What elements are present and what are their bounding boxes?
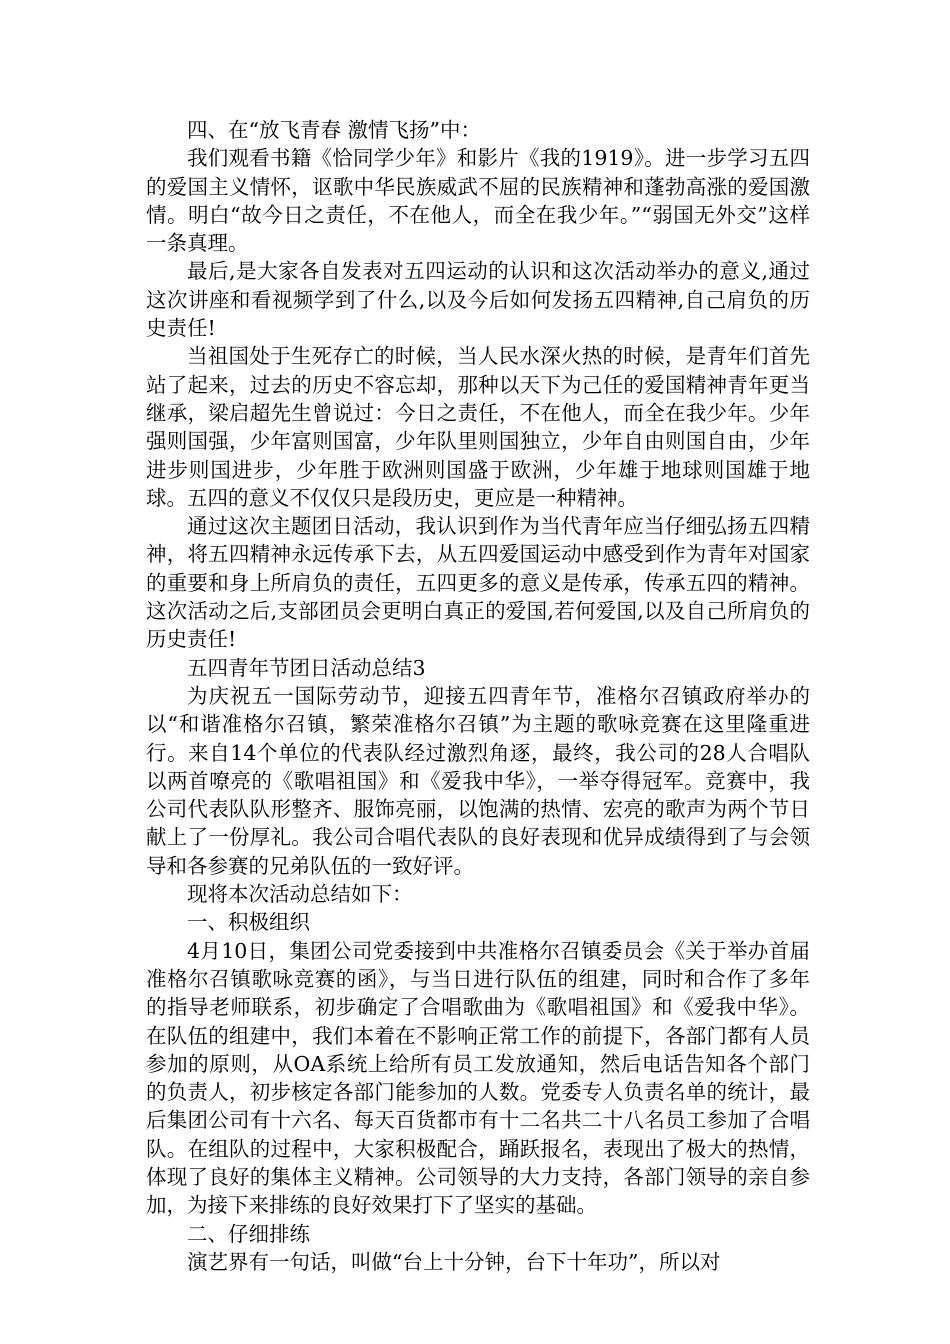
paragraph-team-formation: 4月10日，集团公司党委接到中共准格尔召镇委员会《关于举办首届准格尔召镇歌咏竞赛的函》，与当日进行队伍的组建，同时和合作了多年的指导老师联系，初步确定了合唱歌曲为《歌唱祖国》和《爱我中华》。在队伍的组建中，我们本着在不影响正常工作的前提下，各部门都有人员参加的原则，从OA系统上给所有员工发放通知，然后电话告知各个部门的负责人，初步核定各部门能参加的人数。党委专人负责名单的统计，最后集团公司有十六名、每天百货都市有十二名共二十八名员工参加了合唱队。在组队的过程中，大家积极配合，踊跃报名，表现出了极大的热情，体现了良好的集体主义精神。公司领导的大力支持，各部门领导的亲自参加，为接下来排练的良好效果打下了坚实的基础。 (146, 938, 810, 1218)
document-page (146, 116, 810, 1276)
paragraph-singing-contest: 为庆祝五一国际劳动节，迎接五四青年节，准格尔召镇政府举办的以“和谐准格尔召镇，繁荣准格尔召镇”为主题的歌咏竞赛在这里隆重进行。来自14个单位的代表队经过激烈角逐，最终，我公司的28人合唱队以两首嘹亮的《歌唱祖国》和《爱我中华》，一举夺得冠军。竞赛中，我公司代表队队形整齐、服饰亮丽，以饱满的热情、宏亮的歌声为两个节日献上了一份厚礼。我公司合唱代表队的良好表现和优异成绩得到了与会领导和各参赛的兄弟队伍的一致好评。 (146, 683, 810, 878)
paragraph-youth-responsibility: 当祖国处于生死存亡的时候，当人民水深火热的时候，是青年们首先站了起来，过去的历史不容忘却，那种以天下为己任的爱国精神青年更当继承，梁启超先生曾说过：今日之责任，不在他人，而全在我少年。少年强则国强，少年富则国富，少年队里则国独立，少年自由则国自由，少年进步则国进步，少年胜于欧洲则国盛于欧洲，少年雄于地球则国雄于地球。五四的意义不仅仅只是段历史，更应是一种精神。 (146, 344, 810, 510)
section-heading-four: 四、在“放飞青春 激情飞扬”中： (187, 118, 481, 142)
paragraph-finally: 最后,是大家各自发表对五四运动的认识和这次活动举办的意义,通过这次讲座和看视频学到了什么,以及今后如何发扬五四精神,自己肩负的历史责任! (146, 259, 810, 341)
paragraph-rehearsal-start: 演艺界有一句话，叫做“台上十分钟，台下十年功”，所以对 (187, 1249, 721, 1274)
section-heading-rehearsal: 二、仔细排练 (187, 1221, 310, 1246)
paragraph-book-and-film: 我们观看书籍《恰同学少年》和影片《我的1919》。进一步学习五四的爱国主义情怀，讴歌中华民族威武不屈的民族精神和蓬勃高涨的爱国激情。明白“故今日之责任，不在他人，而全在我少年。”“弱国无外交”这样一条真理。 (146, 146, 810, 256)
paragraph-team-day-reflection: 通过这次主题团日活动，我认识到作为当代青年应当仔细弘扬五四精神，将五四精神永远传承下去，从五四爱国运动中感受到作为青年对国家的重要和身上所肩负的责任，五四更多的意义是传承，传承五四的精神。这次活动之后,支部团员会更明白真正的爱国,若何爱国,以及自己所肩负的历史责任! (146, 514, 810, 652)
section-heading-organize: 一、积极组织 (187, 910, 310, 935)
summary-intro: 现将本次活动总结如下： (187, 882, 413, 907)
section-title-summary-3: 五四青年节团日活动总结3 (187, 655, 426, 680)
